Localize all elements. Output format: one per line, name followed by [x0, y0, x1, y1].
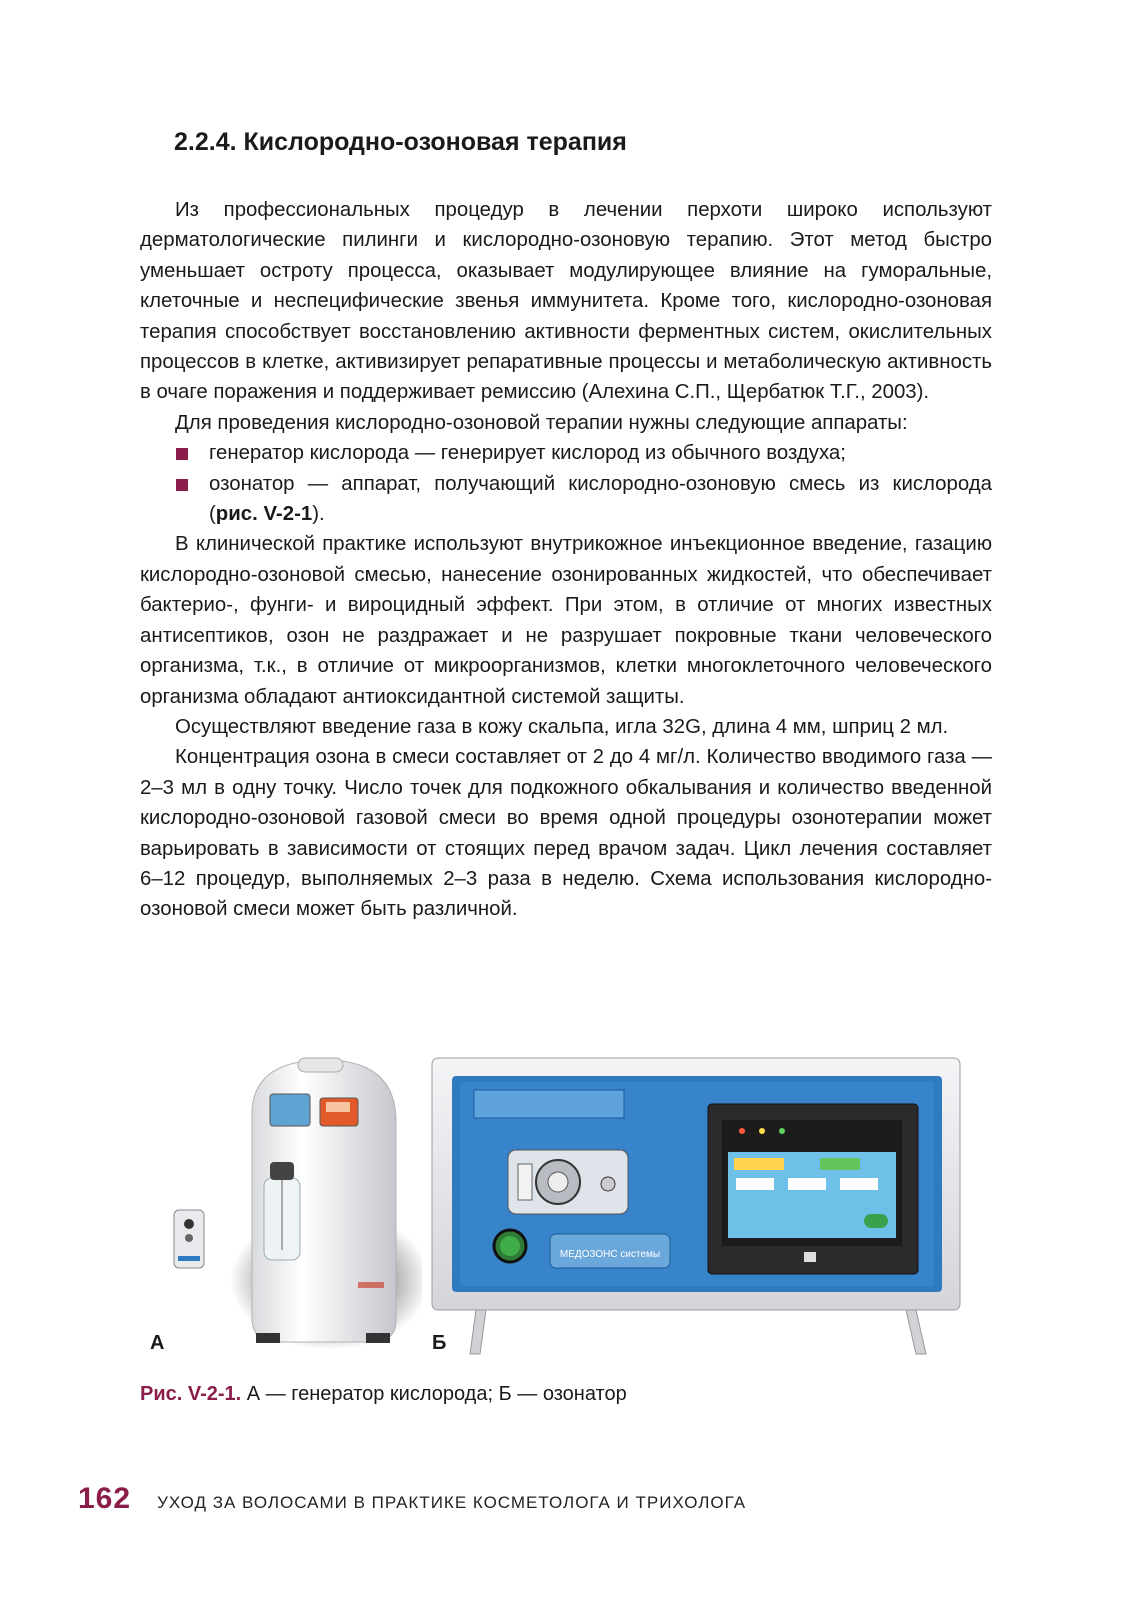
bullet-square-icon: [176, 448, 188, 460]
list-item: [140, 438, 992, 468]
device-label: МЕДОЗОНС системы: [559, 1249, 661, 1260]
body-text: [140, 195, 992, 925]
figure-v-2-1: [140, 1050, 992, 1410]
oxygen-generator-photo: [160, 1050, 422, 1350]
figure-label-b: Б: [432, 1332, 447, 1354]
list-item: [140, 469, 992, 530]
ozonator-photo: [430, 1054, 970, 1364]
figure-caption: [140, 1383, 627, 1406]
figure-reference: рис. V-2-1: [215, 503, 313, 526]
bullet-square-icon: [176, 479, 188, 491]
list-item-text: озонатор — аппарат, получающий кислородно-озоновую смесь из кислорода (: [209, 472, 992, 526]
paragraph-1: Из профессиональных процедур в лечении перхоти широко используют дерматологические пилинги и кислородно-озоновую терапию. Этот метод быстро уменьшает остроту процесса, оказывает модулирующее влияние на гуморальные, клеточные и неспецифические звенья иммунитета. Кроме того, кислородно-озоновая терапия способствует восстановлению активности ферментных систем, окислительных процессов в клетке, активизирует репаративные процессы и метаболическую активность в очаге поражения и поддерживает ремиссию (Алехина С.П., Щербатюк Т.Г., 2003).: [140, 199, 992, 404]
paragraph-5: Концентрация озона в смеси составляет от 2 до 4 мг/л. Количество вводимого газа — 2–3 мл в одну точку. Число точек для подкожного обкалывания и количество введенной кислородно-озоновой газовой смеси во время одной процедуры озонотерапии может варьировать в зависимости от стоящих перед врачом задач. Цикл лечения составляет 6–12 процедур, выполняемых 2–3 раза в неделю. Схема использования кислородно-озоновой смеси может быть различной.: [140, 746, 992, 921]
section-heading: 2.2.4. Кислородно-озоновая терапия: [174, 128, 627, 156]
figure-label-a: А: [150, 1332, 165, 1354]
paragraph-4: Осуществляют введение газа в кожу скальпа, игла 32G, длина 4 мм, шприц 2 мл.: [175, 715, 949, 738]
equipment-list: [140, 438, 992, 529]
running-title: УХОД ЗА ВОЛОСАМИ В ПРАКТИКЕ КОСМЕТОЛОГА И ТРИХОЛОГА: [157, 1493, 747, 1512]
list-item-text: генератор кислорода — генерирует кислород из обычного воздуха;: [209, 442, 846, 465]
paragraph-3: В клинической практике используют внутрикожное инъекционное введение, газацию кислородно-озоновой смесью, нанесение озонированных жидкостей, что обеспечивает бактерио-, фунги- и вироцидный эффект. При этом, в отличие от многих известных антисептиков, озон не раздражает и не разрушает покровные ткани человеческого организма, т.к., в отличие от микроорганизмов, клетки многоклеточного человеческого организма обладают антиоксидантной системой защиты.: [140, 533, 992, 708]
page-footer: [78, 1482, 746, 1516]
paragraph-2: Для проведения кислородно-озоновой терапии нужны следующие аппараты:: [175, 411, 908, 434]
list-item-tail: ).: [312, 503, 325, 526]
caption-text: А — генератор кислорода; Б — озонатор: [241, 1383, 627, 1405]
page-number: 162: [78, 1482, 132, 1515]
caption-label: Рис. V-2-1.: [140, 1383, 242, 1405]
